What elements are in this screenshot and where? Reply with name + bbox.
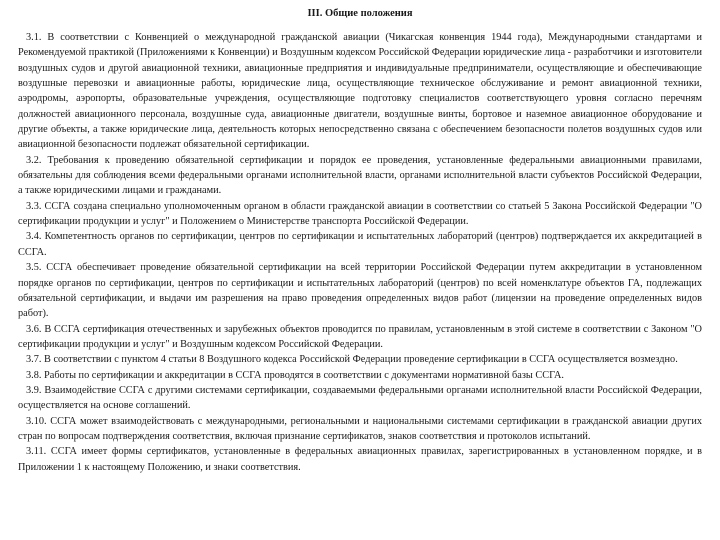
paragraph-3-5: 3.5. ССГА обеспечивает проведение обязательной сертификации на всей территории Российской Федерации путем аккредитации в установленном порядке органов по сертификации, центров по сертификации и испытательных лабораторий (центров) по всей номенклатуре объектов ГА, подлежащих обязательной сертификации, и выдачи им разрешения на право проведения определенных видов работ (лицензии на проведение определенных видов работ). [18, 262, 702, 320]
paragraph-3-6: 3.6. В ССГА сертификация отечественных и зарубежных объектов проводится по правилам, установленным в этой системе в соответствии с Законом "О сертификации продукции и услуг" и Воздушным кодексом Российской Федерации. [18, 323, 702, 350]
paragraph-3-9: 3.9. Взаимодействие ССГА с другими системами сертификации, создаваемыми федеральными органами исполнительной власти Российской Федерации, осуществляется на основе соглашений. [18, 384, 702, 412]
paragraph-3-7: 3.7. В соответствии с пунктом 4 статьи 8 Воздушного кодекса Российской Федерации проведение сертификации в ССГА осуществляется возмездно. [26, 354, 678, 366]
paragraph-3-3: 3.3. ССГА создана специально уполномоченным органом в области гражданской авиации в соответствии со статьей 5 Закона Российской Федерации "О сертификации продукции и услуг" и Положением о Министерстве транспорта Российской Федерации. [18, 200, 702, 228]
paragraph-3-11: 3.11. ССГА имеет формы сертификатов, установленные в федеральных авиационных правилах, зарегистрированных в установленном порядке, и в Приложении 1 к настоящему Положению, и знаки соответствия. [18, 446, 702, 473]
paragraph-3-10: 3.10. ССГА может взаимодействовать с международными, региональными и национальными системами сертификации в гражданской авиации других стран по вопросам подтверждения соответствия, включая признание сертификатов, знаков соответствия и протоколов испытаний. [18, 415, 702, 442]
paragraph-3-4: 3.4. Компетентность органов по сертификации, центров по сертификации и испытательных лабораторий (центров) подтверждается их аккредитацией в ССГА. [18, 231, 702, 258]
document-page [18, 6, 702, 475]
paragraph-3-2: 3.2. Требования к проведению обязательной сертификации и порядок ее проведения, установленные федеральными авиационными правилами, обязательны для соблюдения всеми федеральными органами исполнительной власти, органами исполнительной власти субъектов Российской Федерации, а также юридическими лицами и гражданами. [18, 154, 702, 197]
section-title: III. Общие положения [307, 8, 413, 19]
paragraph-3-8: 3.8. Работы по сертификации и аккредитации в ССГА проводятся в соответствии с документами нормативной базы ССГА. [26, 369, 564, 381]
paragraph-3-1: 3.1. В соответствии с Конвенцией о международной гражданской авиации (Чикагская конвенция 1944 года), Международными стандартами и Рекомендуемой практикой (Приложениями к Конвенции) и Воздушным кодексом Российской Федерации юридические лица - разработчики и изготовители воздушных судов и другой авиационной техники, авиационные предприятия и индивидуальные предприниматели, осуществляющие и обеспечивающие воздушные перевозки и авиационные работы, юридические лица, осуществляющие техническое обслуживание и ремонт авиационной техники, аэродромы, аэропорты, образовательные учреждения, осуществляющие подготовку специалистов соответствующего уровня согласно перечням должностей авиационного персонала, воздушные суда, авиационные двигатели, воздушные винты, бортовое и наземное авиационное оборудование и другие объекты, а также юридические лица, деятельность которых непосредственно связана с обеспечением безопасности полетов воздушных судов или авиационной безопасности подлежат обязательной сертификации. [18, 32, 702, 151]
